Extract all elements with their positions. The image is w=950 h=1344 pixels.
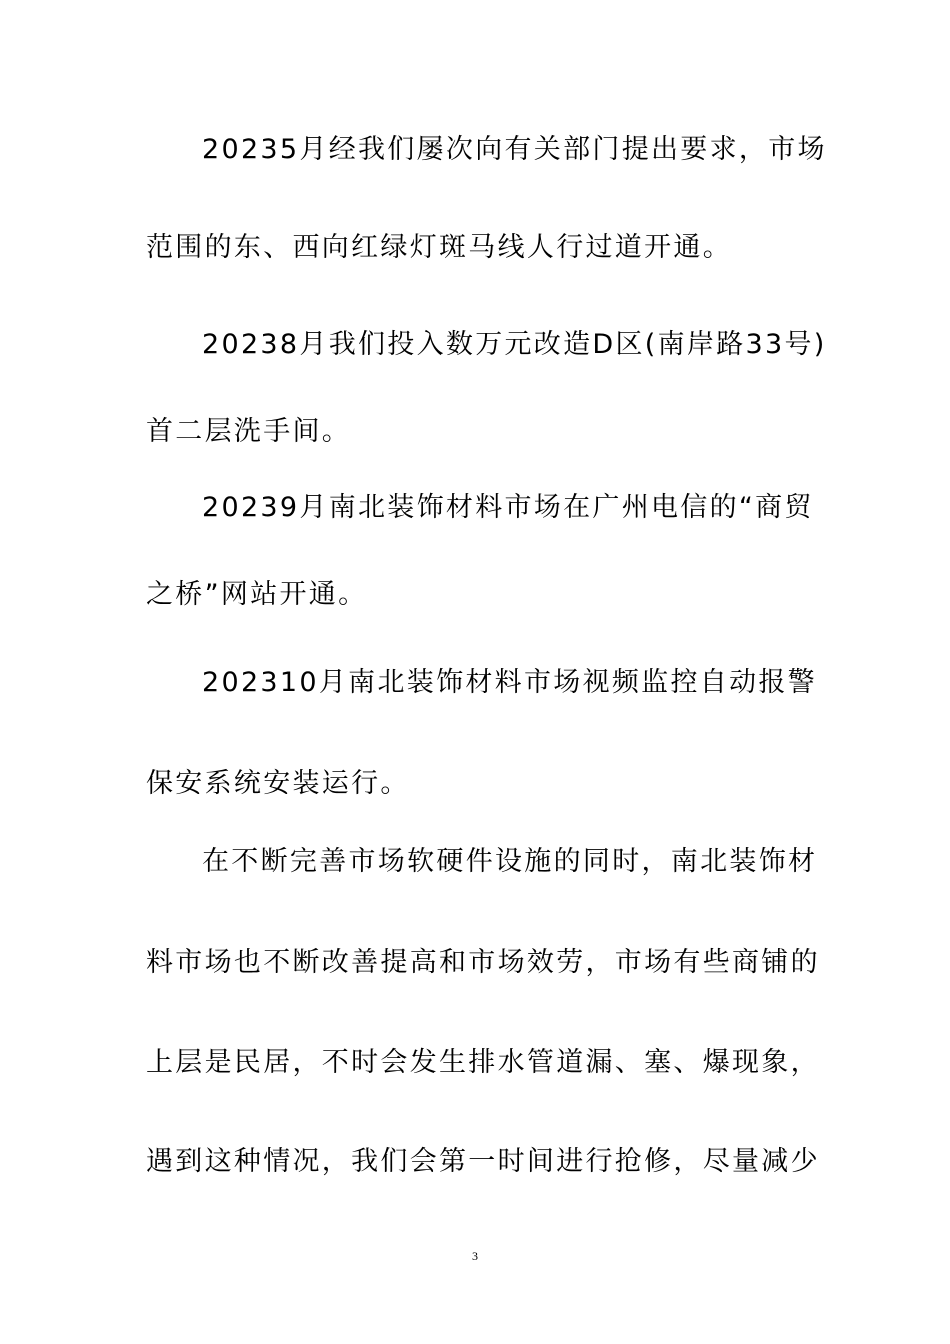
text-line: 202310月南北装饰材料市场视频监控自动报警: [202, 667, 817, 698]
text-line: 之桥”网站开通。: [146, 579, 368, 610]
text-line: 在不断完善市场软硬件设施的同时，南北装饰材: [202, 846, 818, 877]
text-line: 保安系统安装运行。: [146, 768, 410, 799]
text-line: 料市场也不断改善提高和市场效劳，市场有些商铺的: [146, 947, 820, 978]
page-number: 3: [472, 1249, 478, 1263]
text-line: 20238月我们投入数万元改造D区(南岸路33号): [202, 329, 827, 360]
text-line: 首二层洗手间。: [146, 416, 352, 447]
text-line: 范围的东、西向红绿灯斑马线人行过道开通。: [146, 232, 732, 263]
text-line: 20235月经我们屡次向有关部门提出要求，市场: [202, 134, 827, 165]
text-line: 遇到这种情况，我们会第一时间进行抢修，尽量减少: [146, 1146, 820, 1177]
text-line: 上层是民居，不时会发生排水管道漏、塞、爆现象，: [146, 1047, 820, 1078]
text-line: 20239月南北装饰材料市场在广州电信的“商贸: [202, 492, 814, 523]
